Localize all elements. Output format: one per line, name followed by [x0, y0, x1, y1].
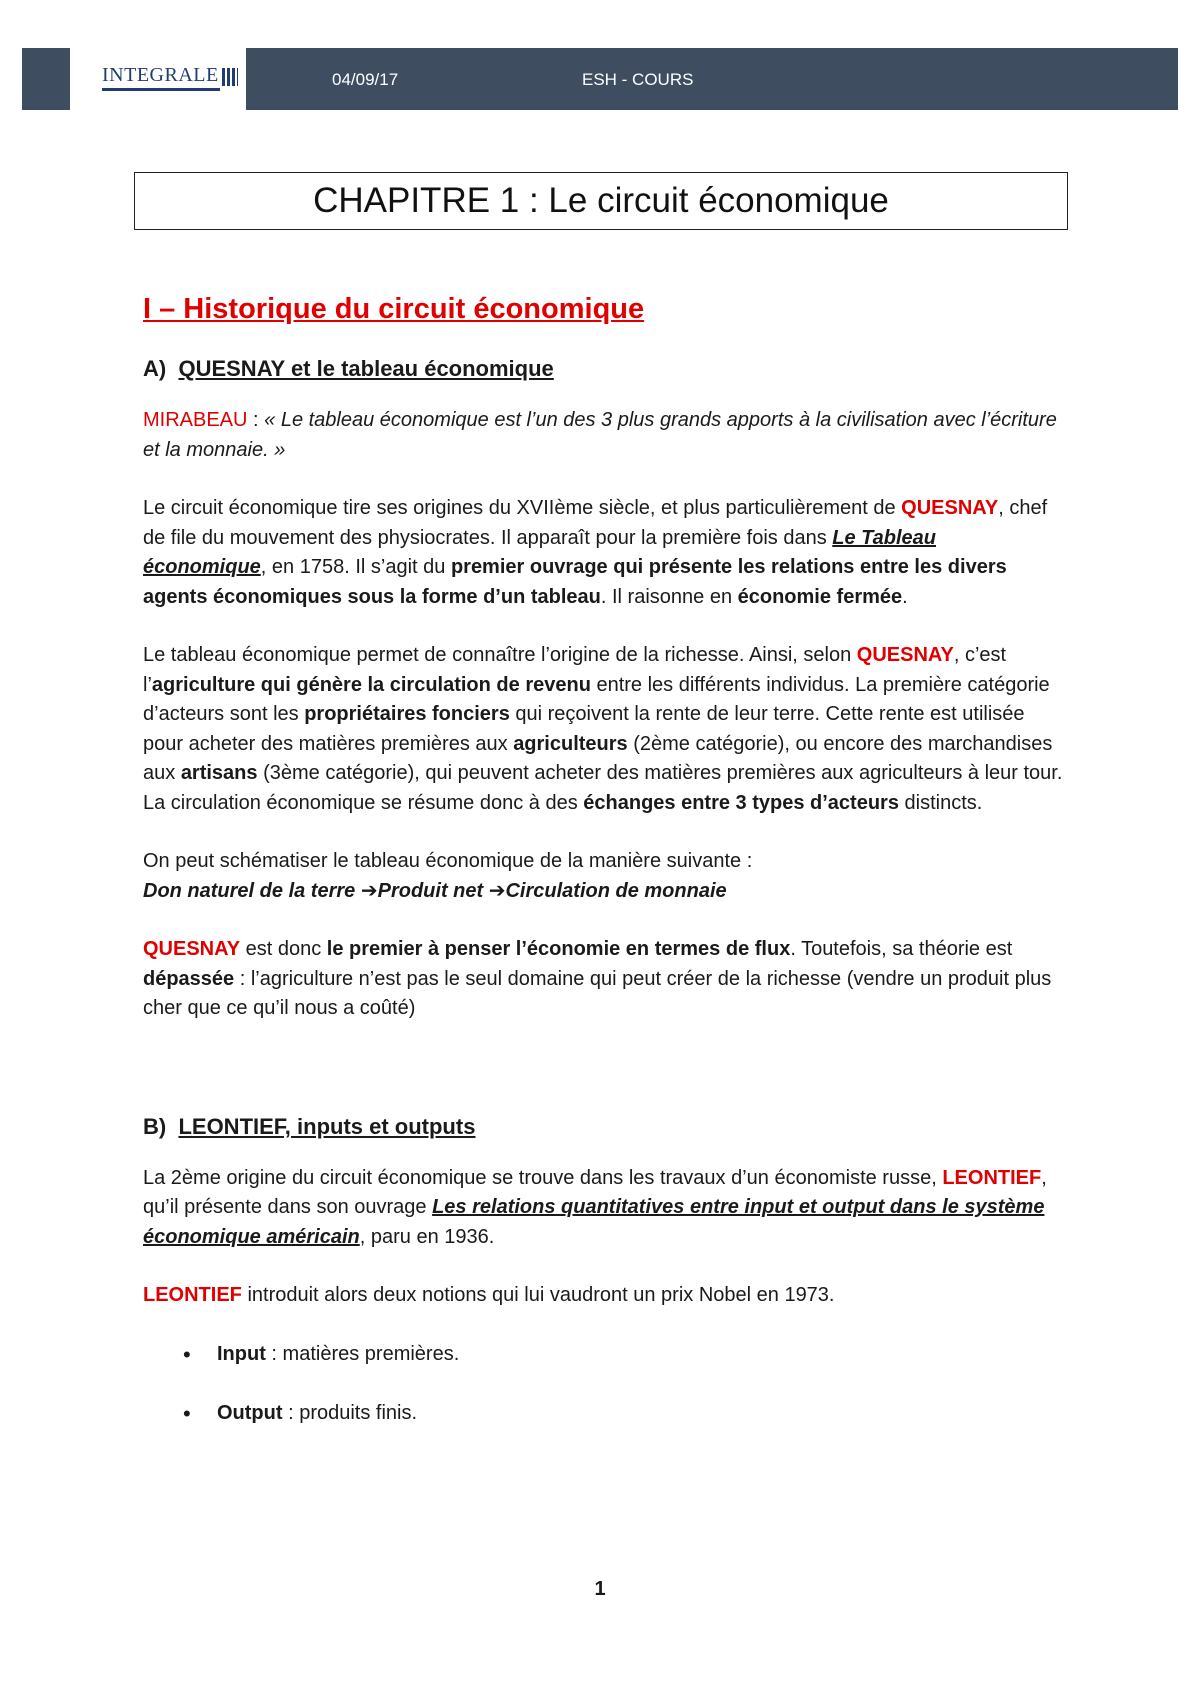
logo-grid-icon: [222, 68, 238, 86]
term: Input: [217, 1342, 266, 1365]
text: La 2ème origine du circuit économique se trouve dans les travaux d’un économiste russe,: [143, 1166, 943, 1189]
subsection-heading-a: [143, 354, 1063, 384]
text: , en 1758. Il s’agit du: [260, 556, 451, 578]
definition: : produits finis.: [282, 1402, 418, 1424]
subsection-heading-b: [143, 1112, 1063, 1142]
book-title: Les relations quantitatives entre input et output dans le système économique américain: [143, 1196, 1045, 1248]
header-bar: [246, 48, 1178, 110]
logo-panel: [70, 48, 245, 110]
header-date: 04/09/17: [332, 70, 399, 89]
text: . Il raisonne en: [600, 585, 738, 608]
text: .: [902, 585, 908, 608]
arrow-right-icon: ➔: [488, 879, 506, 902]
section-heading-1: I – Historique du circuit économique: [143, 293, 645, 325]
schema-paragraph: [143, 847, 1063, 906]
term: Output: [217, 1402, 283, 1424]
bold-text: dépassée: [143, 967, 235, 990]
schema-intro: On peut schématiser le tableau économique de la manière suivante :: [143, 850, 753, 872]
header-course: ESH - COURS: [582, 70, 694, 89]
notions-list: [143, 1340, 1063, 1429]
arrow-right-icon: ➔: [360, 879, 378, 902]
bold-text: échanges entre 3 types d’acteurs: [583, 791, 899, 814]
bold-text: le premier à penser l’économie en termes de flux: [326, 938, 791, 960]
logo: INTEGRALE: [102, 64, 219, 86]
subsection-label-a: A): [143, 356, 167, 381]
name-leontief: LEONTIEF: [143, 1284, 242, 1306]
text: (2ème catégorie), ou encore des marchandises aux: [143, 732, 1053, 784]
list-item: [143, 1340, 1063, 1370]
name-quesnay: QUESNAY: [143, 938, 241, 960]
schema-step-2: Produit net: [377, 879, 489, 902]
subsection-title-a: QUESNAY et le tableau économique: [178, 356, 554, 381]
book-title: Le Tableau économique: [143, 526, 936, 578]
bold-text: artisans: [180, 762, 258, 784]
chapter-title: CHAPITRE 1 : Le circuit économique: [134, 172, 1068, 230]
logo-underline: [102, 88, 220, 91]
paragraph-nobel: [143, 1281, 1063, 1311]
bold-text: propriétaires fonciers: [304, 703, 510, 725]
text: qui reçoivent la rente de leur terre. Cette rente est utilisée pour acheter des matières premières aux: [143, 703, 1025, 755]
name-quesnay: QUESNAY: [901, 497, 999, 519]
text: Le circuit économique tire ses origines du XVIIème siècle, et plus particulièrement de: [143, 497, 902, 519]
text: distincts.: [898, 791, 983, 814]
text: : l’agriculture n’est pas le seul domaine qui peut créer de la richesse (vendre un produit plus cher que ce qu’il nous a coûté): [143, 967, 1052, 1019]
list-item: [143, 1399, 1063, 1429]
text: , paru en 1936.: [359, 1225, 495, 1248]
bold-text: agriculture qui génère la circulation de revenu: [151, 673, 591, 696]
bold-text: agriculteurs: [513, 732, 628, 755]
text: entre les différents individus. La première catégorie d’acteurs sont les: [143, 673, 1050, 725]
text: , c’est l’: [143, 644, 1007, 696]
mirabeau-quote: [143, 406, 1063, 465]
bold-text: économie fermée: [737, 585, 903, 608]
name-quesnay: QUESNAY: [856, 644, 954, 666]
text: introduit alors deux notions qui lui vaudront un prix Nobel en 1973.: [241, 1284, 835, 1306]
name-leontief: LEONTIEF: [942, 1166, 1042, 1189]
paragraph-origins: [143, 494, 1063, 612]
text: Le tableau économique permet de connaître l’origine de la richesse. Ainsi, selon: [143, 644, 857, 666]
header-logo-block: [22, 48, 245, 110]
subsection-title-b: LEONTIEF, inputs et outputs: [178, 1113, 476, 1139]
document-body: [143, 290, 1063, 1459]
paragraph-leontief: [143, 1164, 1063, 1253]
page-number: 1: [594, 1578, 606, 1600]
text: (3ème catégorie), qui peuvent acheter des matières premières aux agriculteurs à leur tour. La circulation économique se résume donc à des: [143, 762, 1063, 814]
quote-sep: :: [247, 409, 265, 431]
paragraph-flux: [143, 935, 1063, 1024]
subsection-label-b: B): [143, 1113, 167, 1139]
schema-step-3: Circulation de monnaie: [505, 879, 727, 902]
schema-step-1: Don naturel de la terre: [143, 879, 361, 902]
text: est donc: [240, 938, 327, 960]
quote-text: « Le tableau économique est l’un des 3 plus grands apports à la civilisation avec l’écriture et la monnaie. »: [143, 409, 1057, 461]
text: , qu’il présente dans son ouvrage: [143, 1166, 1047, 1218]
bold-text: premier ouvrage qui présente les relations entre les divers agents économiques sous la forme d’un tableau: [143, 556, 1007, 608]
paragraph-richesse: [143, 641, 1063, 818]
definition: : matières premières.: [265, 1342, 460, 1365]
quote-author: MIRABEAU: [143, 409, 248, 431]
text: , chef de file du mouvement des physiocrates. Il apparaît pour la première fois dans: [143, 497, 1048, 549]
text: . Toutefois, sa théorie est: [790, 938, 1013, 960]
